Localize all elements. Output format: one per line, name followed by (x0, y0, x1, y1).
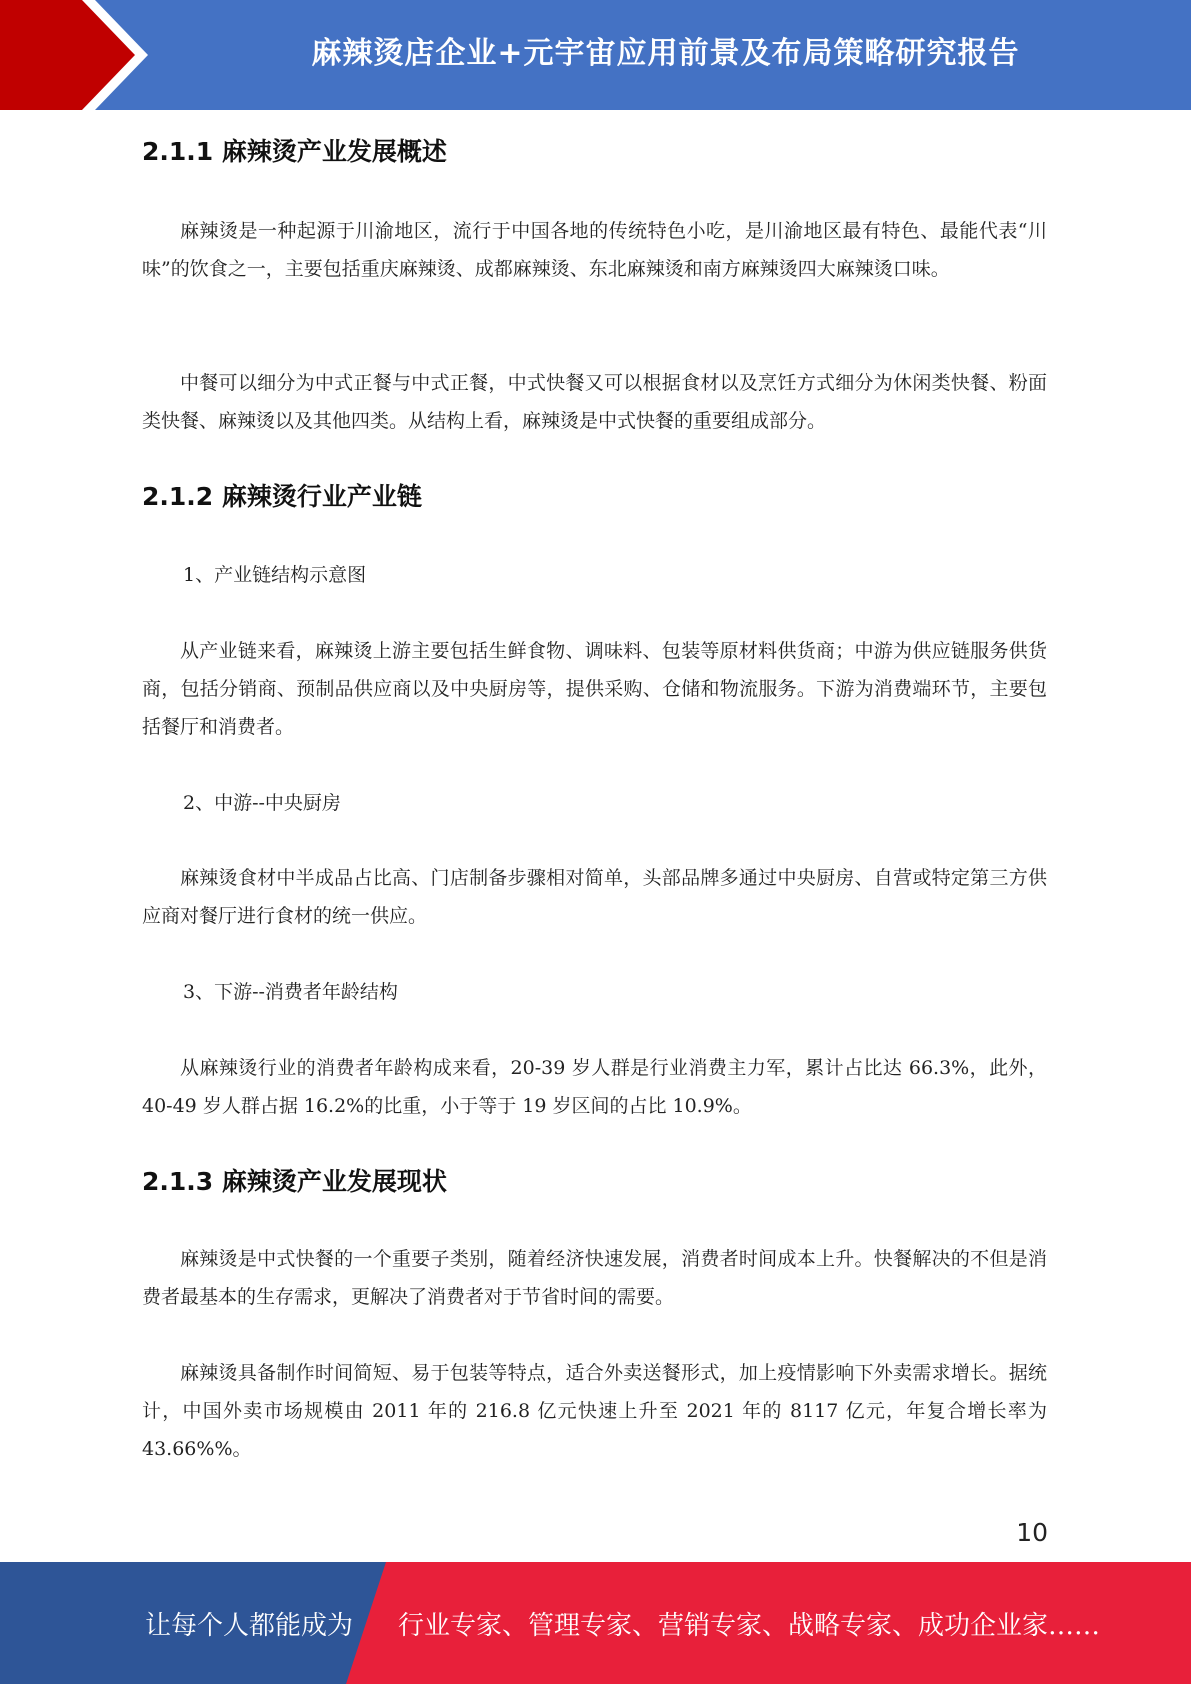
section-heading-2-1-2: 2.1.2 麻辣烫行业产业链 (142, 482, 422, 511)
footer-slogan-left: 让每个人都能成为 (145, 1610, 354, 1641)
section-2-1-3-paragraph-2: 麻辣烫具备制作时间简短、易于包装等特点，适合外卖送餐形式，加上疫情影响下外卖需求增长。据统计，中国外卖市场规模由 2011 年的 216.8 亿元快速上升至 2021 年的 8117 亿元，年复合增长率为 43.66%%。 (142, 1362, 1047, 1460)
section-2-1-3-paragraph-1: 麻辣烫是中式快餐的一个重要子类别，随着经济快速发展，消费者时间成本上升。快餐解决的不但是消费者最基本的生存需求，更解决了消费者对于节省时间的需要。 (142, 1248, 1047, 1308)
header-banner (0, 0, 1191, 110)
section-2-1-1-paragraph-1: 麻辣烫是一种起源于川渝地区，流行于中国各地的传统特色小吃，是川渝地区最有特色、最能代表“川味”的饮食之一，主要包括重庆麻辣烫、成都麻辣烫、东北麻辣烫和南方麻辣烫四大麻辣烫口味。 (142, 220, 1047, 280)
section-2-1-2-paragraph-2: 麻辣烫食材中半成品占比高、门店制备步骤相对简单，头部品牌多通过中央厨房、自营或特定第三方供应商对餐厅进行食材的统一供应。 (142, 867, 1047, 927)
report-title: 麻辣烫店企业+元宇宙应用前景及布局策略研究报告 (311, 36, 1020, 71)
section-heading-2-1-3: 2.1.3 麻辣烫产业发展现状 (142, 1167, 447, 1196)
section-2-1-2-paragraph-3: 从麻辣烫行业的消费者年龄构成来看，20-39 岁人群是行业消费主力军，累计占比达 66.3%，此外，40-49 岁人群占据 16.2%的比重，小于等于 19 岁区间的占比 10.9%。 (142, 1057, 1047, 1117)
footer-slogan-right: 行业专家、管理专家、营销专家、战略专家、成功企业家…… (398, 1610, 1101, 1641)
subheading-industry-chain-diagram: 1、产业链结构示意图 (183, 564, 367, 586)
footer-banner (0, 1562, 1191, 1684)
section-heading-2-1-1: 2.1.1 麻辣烫产业发展概述 (142, 137, 447, 166)
page-number: 10 (1016, 1518, 1048, 1547)
section-2-1-1-paragraph-2: 中餐可以细分为中式正餐与中式正餐，中式快餐又可以根据食材以及烹饪方式细分为休闲类快餐、粉面类快餐、麻辣烫以及其他四类。从结构上看，麻辣烫是中式快餐的重要组成部分。 (142, 372, 1047, 432)
subheading-central-kitchen: 2、中游--中央厨房 (183, 792, 341, 814)
section-2-1-2-paragraph-1: 从产业链来看，麻辣烫上游主要包括生鲜食物、调味料、包装等原材料供货商；中游为供应链服务供货商，包括分销商、预制品供应商以及中央厨房等，提供采购、仓储和物流服务。下游为消费端环节，主要包括餐厅和消费者。 (142, 640, 1047, 738)
subheading-consumer-age-structure: 3、下游--消费者年龄结构 (183, 981, 398, 1003)
